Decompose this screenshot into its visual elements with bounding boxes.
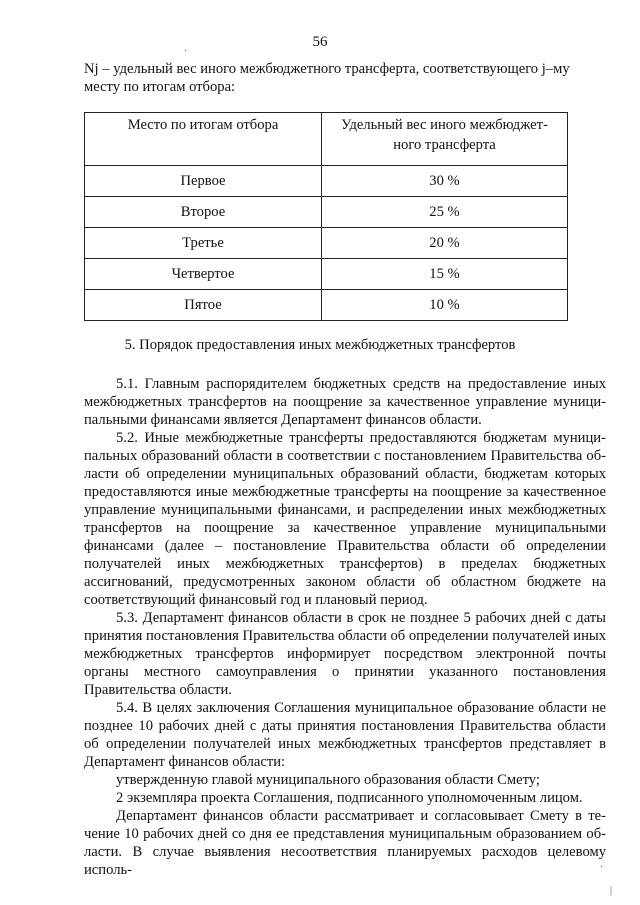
paragraph-5-3: 5.3. Департамент финансов области в срок не позднее 5 рабочих дней с даты принятия постановления Правительства области об определении получателей иных межбюджетных трансфертов информирует посредством электронной почты органы местного самоуправления о принятии указанного постановления Правительства области. (84, 610, 606, 698)
cell-place: Первое (85, 166, 322, 197)
section-heading: 5. Порядок предоставления иных межбюджетных трансфертов (124, 337, 516, 353)
cell-place: Четвертое (85, 259, 322, 290)
cell-place: Второе (85, 197, 322, 228)
scan-speck: · (184, 46, 188, 57)
header-place: Место по итогам отбора (85, 113, 322, 166)
cell-place: Пятое (85, 290, 322, 321)
list-item-estimate: утвержденную главой муниципального образования области Смету; (116, 772, 540, 788)
table-row (85, 197, 568, 228)
table-header-row (85, 113, 568, 166)
document-body (84, 375, 606, 879)
intro-line-2: месту по итогам отбора: (84, 79, 236, 95)
paragraph-5-4: 5.4. В целях заключения Соглашения муниципальное образование области не позднее 10 рабочих дней с даты принятия постановления Правительства области об определении получателей иных межбюджетных трансфертов представляет в Департамент финансов области: (84, 700, 606, 770)
header-share-line-1: Удельный вес иного межбюджет- (341, 117, 548, 133)
table-row (85, 290, 568, 321)
page-number: 56 (312, 34, 328, 50)
intro-paragraph (84, 60, 604, 96)
table-row (85, 166, 568, 197)
table-row (85, 228, 568, 259)
cell-share: 10 % (322, 290, 568, 321)
table-row (85, 259, 568, 290)
paragraph-5-2: 5.2. Иные межбюджетные трансферты предоставляются бюджетам муниципальных образований области в соответствии с постановлением Правительства области об определении муниципальных образований области, бюджетам которых предоставляются иные межбюджетные трансферты на поощрение за качественное управление муниципальными финансами, и распределении иных межбюджетных трансфертов на поощрение за качественное управление муниципальными финансами (далее – постановление Правительства области об определении получателей иных межбюджетных трансфертов) в пределах бюджетных ассигнований, предусмотренных законом области об областном бюджете на соответствующий финансовый год и плановый период. (84, 430, 606, 608)
header-share-line-2: ного трансферта (393, 137, 496, 153)
scan-speck: · (600, 862, 604, 873)
scan-speck: | (610, 885, 613, 896)
cell-share: 25 % (322, 197, 568, 228)
allocation-table (84, 112, 568, 321)
list-item-agreement-copies: 2 экземпляра проекта Соглашения, подписанного уполномоченным лицом. (116, 790, 583, 806)
paragraph-review: Департамент финансов области рассматривает и согласовывает Смету в течение 10 рабочих дней со дня ее представления муниципальным образованием области. В случае выявления несоответствия планируемых расходов целевому исполь- (84, 808, 606, 878)
cell-share: 30 % (322, 166, 568, 197)
header-share (322, 113, 568, 166)
cell-place: Третье (85, 228, 322, 259)
cell-share: 15 % (322, 259, 568, 290)
paragraph-5-1: 5.1. Главным распорядителем бюджетных средств на предоставление иных межбюджетных трансфертов на поощрение за качественное управление муниципальными финансами является Департамент финансов области. (84, 376, 606, 428)
intro-line-1: Nj – удельный вес иного межбюджетного трансферта, соответствующего j–му (84, 61, 570, 77)
cell-share: 20 % (322, 228, 568, 259)
